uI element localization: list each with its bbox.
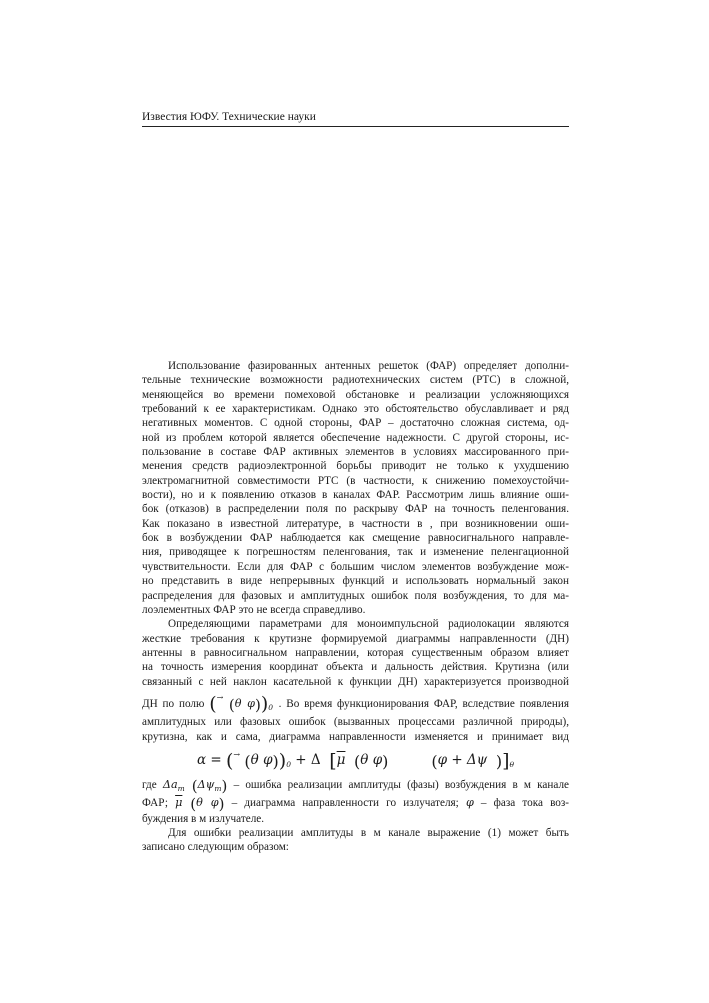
eq-alpha: α [196, 751, 207, 768]
delta-psi: Δψ [197, 777, 215, 791]
intro-line: вости), но и к появлению отказов в каналах ФАР. Рассмотрим лишь влияние оши- [142, 489, 569, 502]
intro-line: меняющейся во времени помеховой обстановке и реализации усложняющихся [142, 388, 569, 401]
article-body [142, 359, 569, 855]
intro-line: менения средств радиоэлектронной борьбы приводит не только к ухудшению [142, 460, 569, 473]
eq-phi-part: φ + Δψ [437, 751, 488, 768]
paragraph-amplitude-error [142, 826, 569, 855]
running-header [142, 110, 569, 127]
far-text1: – диаграмма направленности го излучателя; [224, 797, 459, 810]
intro-line: пользование в составе ФАР активных элементов в условиях массированного при- [142, 446, 569, 459]
eq-sub-zero: 0 [286, 759, 291, 769]
derivative-formula: (→ (θ $\varphi))_0$ [209, 692, 274, 715]
monopulse-line: Определяющими параметрами для моноимпульсной радиолокации являются [168, 618, 569, 631]
eq-sub-theta: θ [509, 759, 515, 769]
intro-line: ния, приводящее к погрешностям пеленгования, так и изменение пеленгационной [142, 546, 569, 559]
eq-theta-phi: θ φ [250, 751, 273, 768]
paragraph-monopulse [142, 617, 569, 689]
eq-theta-phi-2: θ φ [360, 751, 383, 768]
journal-title: Известия ЮФУ. Технические науки [142, 111, 316, 123]
intro-line: распределения для фазовых и амплитудных ошибок поля возбуждения, то для ма- [142, 589, 569, 602]
intro-line: бок (отказов) в распределении поля по раскрыву ФАР на точность пеленгования. [142, 503, 569, 516]
intro-line: электромагнитной совместимости РТС (в частности, к снижению помехоустойчи- [142, 474, 569, 487]
intro-line: ной из проблем которой является обеспечение надежности. С другой стороны, ис- [142, 431, 569, 444]
far-phi: φ [465, 796, 474, 810]
intro-line: негативных моментов. С одной стороны, ФАР – достаточно сложная система, од- [142, 417, 569, 430]
intro-line: но представить в виде непрерывных функций и использовать нормальный закон [142, 575, 569, 588]
intro-line: Как показано в известной литературе, в частности в , при возникновении оши- [142, 517, 569, 530]
amplitude-line: записано следующим образом: [142, 841, 289, 854]
monopulse-line: антенны в равносигнальном направлении, которая существенным образом влияет [142, 646, 569, 659]
formula-line-before: ДН по полю [142, 697, 205, 710]
where-line: где $\Delta a_m$ $(\Delta\psi_m)$ – ошибка реализации амплитуды (фазы) возбуждения в м канале [142, 776, 569, 795]
delta-a-sub: m [177, 783, 185, 793]
monopulse-line: на точность измерения координат объекта и дальность действия. Крутизна (или [142, 661, 569, 674]
monopulse-line: жесткие требования к крутизне формируемой диаграммы направленности (ДН) [142, 632, 569, 645]
far-text2: – фаза тока воз- [473, 797, 570, 810]
delta-psi-sub: m [214, 783, 222, 793]
paragraph-monopulse-rest [142, 715, 569, 744]
formula-line [142, 691, 569, 715]
eq-plus-delta: + Δ [290, 751, 321, 768]
far-word: ФАР; [142, 797, 168, 810]
monopulse-line: связанный с ней наклон касательной к функции ДН) характеризуется производной [142, 675, 569, 688]
formula-line-after: . Во время функционирования ФАР, вследствие появления [278, 697, 570, 710]
far-line: ФАР; $\overline{\mu}$ (θ φ) – диаграмма направленности го излучателя; φ – фаза тока воз- [142, 795, 570, 814]
monopulse-rest-line: крутизна, как и сама, диаграмма направленности изменяется и принимает вид [142, 730, 569, 743]
intro-line: Использование фазированных антенных решеток (ФАР) определяет дополни- [168, 360, 569, 372]
equation-1: α = (→ (θ $\varphi))_0 + \Delta$ [$\overline{\mu}$ (θ φ) (φ + Δψ )]$_\theta$ [196, 749, 515, 772]
intro-line: требований к ее характеристикам. Однако это обстоятельство обуславливает и ряд [142, 403, 569, 416]
intro-line: бок в возбуждении ФАР наблюдается как смещение равносигнального направле- [142, 532, 569, 545]
monopulse-rest-line: амплитудных или фазовых ошибок (вызванных процессами различной природы), [142, 716, 569, 729]
where-text: – ошибка реализации амплитуды (фазы) возбуждения в м канале [227, 778, 569, 791]
eq-equals: = [206, 751, 226, 768]
excitation-line: буждения в м излучателе. [142, 812, 265, 825]
header-rule [142, 126, 569, 127]
far-mu: $\overline{\mu}$ [175, 796, 183, 810]
far-theta-phi: θ φ [196, 796, 219, 810]
eq-mu: $\overline{\mu}$ [336, 751, 346, 768]
theta-phi: θ φ [234, 696, 255, 710]
paragraph-intro [142, 359, 569, 617]
amplitude-line: Для ошибки реализации амплитуды в м канале выражение (1) может быть [168, 826, 569, 839]
intro-line: лоэлементных ФАР это не всегда справедливо. [142, 603, 366, 616]
subscript-zero: 0 [268, 702, 274, 712]
where-word: где [142, 778, 157, 791]
delta-a: Δa [162, 777, 178, 791]
intro-line: чувствительности. Если для ФАР с большим числом элементов возбуждение мож- [142, 560, 569, 573]
intro-line: тельные технические возможности радиотехнических систем (РТС) в сложной, [142, 374, 569, 387]
